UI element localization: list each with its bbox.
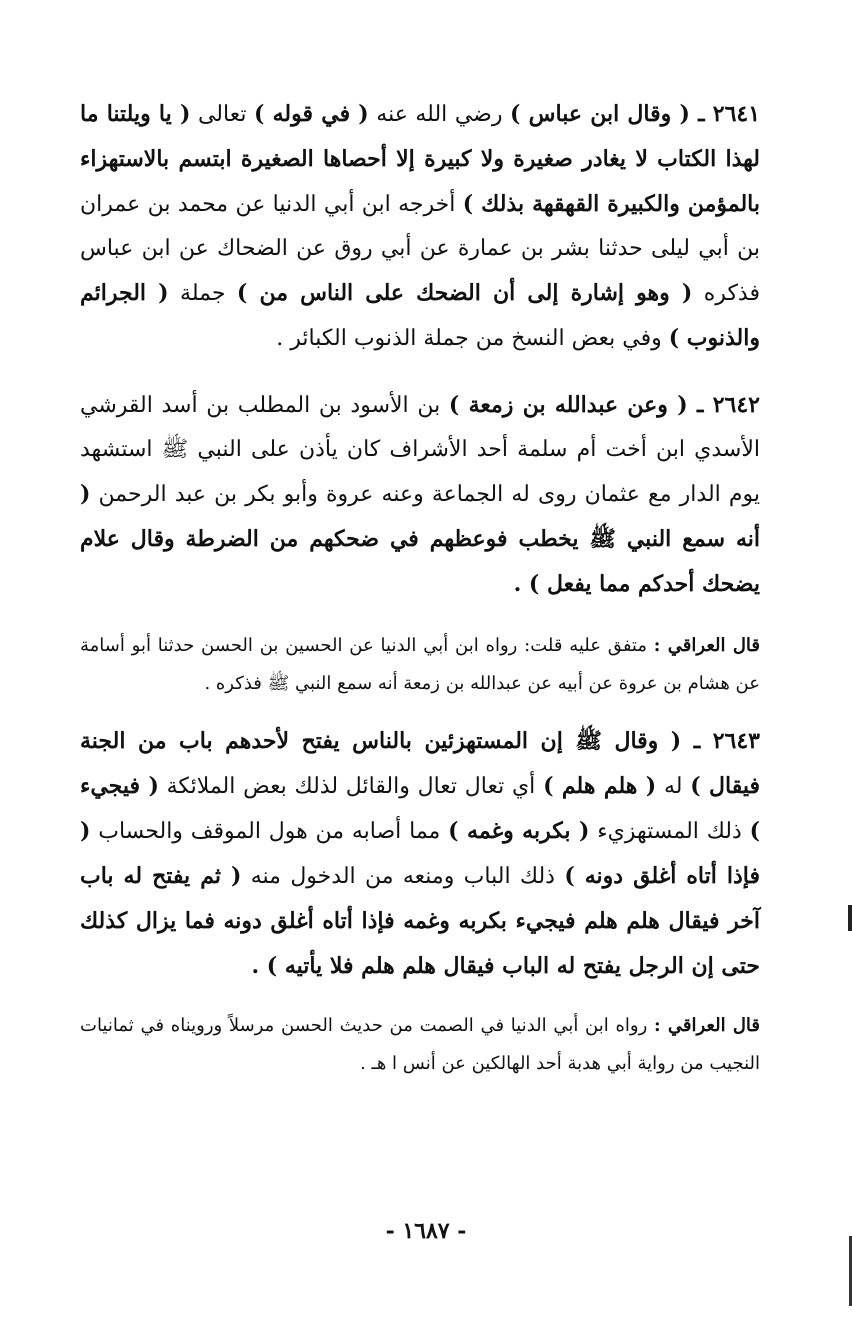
page-body bbox=[80, 92, 760, 1083]
iraqi-note-1 bbox=[80, 627, 760, 703]
iraqi-note-2 bbox=[80, 1007, 760, 1083]
scan-edge-mark bbox=[848, 905, 852, 931]
text-segment: قال العراقي : متفق عليه قلت: رواه ابن أبي الدنيا عن الحسين بن الحسن حدثنا أبو أسامة عن هشام بن عروة عن أبيه عن عبدالله بن زمعة أنه سمع النبي ﷺ فذكره . bbox=[80, 635, 760, 694]
text-segment: ٢٦٤٢ ـ ( وعن عبدالله بن زمعة ) بن الأسود بن المطلب بن أسد القرشي الأسدي ابن أخت أم سلمة أحد الأشراف كان يأذن على النبي ﷺ استشهد يوم الدار مع عثمان روى له الجماعة وعنه عروة وأبو بكر بن عبد الرحمن ( أنه سمع النبي ﷺ يخطب فوعظهم في ضحكهم من الضرطة وقال علام يضحك أحدكم مما يفعل ) . bbox=[80, 392, 760, 597]
text-segment: ٢٦٤١ ـ ( وقال ابن عباس ) رضي الله عنه ( في قوله ) تعالى ( يا ويلتنا ما لهذا الكتاب لا يغادر صغيرة ولا كبيرة إلا أحصاها الصغيرة ابتسم بالاستهزاء بالمؤمن والكبيرة القهقهة بذلك ) أخرجه ابن أبي الدنيا عن محمد بن عمران بن أبي ليلى حدثنا بشر بن عمارة عن أبي روق عن الضحاك عن ابن عباس فذكره ( وهو إشارة إلى أن الضحك على الناس من ) جملة ( الجرائم والذنوب ) وفي بعض النسخ من جملة الذنوب الكبائر . bbox=[80, 101, 761, 351]
hadith-2641 bbox=[80, 92, 760, 361]
text-segment: ٢٦٤٣ ـ ( وقال ﷺ إن المستهزئين بالناس يفتح لأحدهم باب من الجنة فيقال ) له ( هلم هلم ) أي تعال تعال والقائل لذلك بعض الملائكة ( فيجيء ) ذلك المستهزيء ( بكربه وغمه ) مما أصابه من هول الموقف والحساب ( فإذا أتاه أغلق دونه ) ذلك الباب ومنعه من الدخول منه ( ثم يفتح له باب آخر فيقال هلم هلم فيجيء بكربه وغمه فإذا أتاه أغلق دونه فما يزال كذلك حتى إن الرجل يفتح له الباب فيقال هلم هلم فلا يأتيه ) . bbox=[80, 728, 761, 979]
hadith-2643 bbox=[80, 719, 760, 989]
text-segment: قال العراقي : رواه ابن أبي الدنيا في الصمت من حديث الحسن مرسلاً ورويناه في ثمانيات النجيب من رواية أبي هدبة أحد الهالكين عن أنس ا هـ . bbox=[80, 1015, 760, 1074]
hadith-2642 bbox=[80, 383, 760, 607]
page-number: - ١٦٨٧ - bbox=[385, 1218, 467, 1244]
